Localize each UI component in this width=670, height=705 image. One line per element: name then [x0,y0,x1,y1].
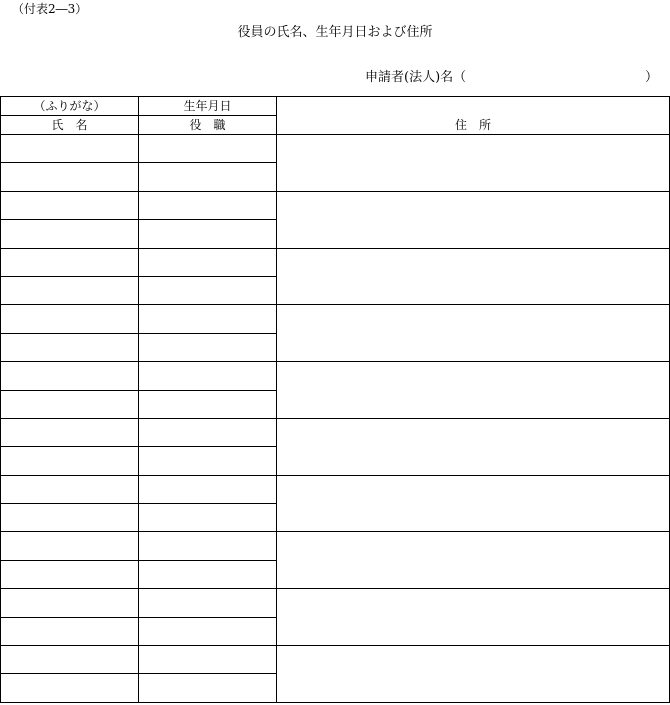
position-cell[interactable] [139,617,277,645]
officer-entry-furigana-row [1,135,670,163]
name-cell[interactable] [1,276,139,304]
officer-entry-furigana-row [1,532,670,560]
officer-entry-furigana-row [1,646,670,674]
officer-entry-furigana-row [1,475,670,503]
position-cell[interactable] [139,560,277,588]
position-cell[interactable] [139,333,277,361]
position-cell[interactable] [139,447,277,475]
address-cell[interactable] [277,248,670,305]
address-cell[interactable] [277,305,670,362]
address-cell[interactable] [277,646,670,703]
officer-table [0,96,670,703]
furigana-cell[interactable] [1,589,139,617]
address-cell[interactable] [277,532,670,589]
name-cell[interactable] [1,333,139,361]
header-birthdate: 生年月日 [139,97,277,116]
furigana-cell[interactable] [1,248,139,276]
furigana-cell[interactable] [1,362,139,390]
officer-entry-furigana-row [1,191,670,219]
birthdate-cell[interactable] [139,191,277,219]
header-position: 役 職 [139,116,277,135]
applicant-close-paren: ） [645,70,659,85]
header-furigana: （ふりがな） [1,97,139,116]
name-cell[interactable] [1,163,139,191]
address-cell[interactable] [277,475,670,532]
birthdate-cell[interactable] [139,248,277,276]
name-cell[interactable] [1,390,139,418]
furigana-cell[interactable] [1,475,139,503]
name-cell[interactable] [1,504,139,532]
address-cell[interactable] [277,418,670,475]
appendix-label: （付表2―3） [12,2,88,16]
document-title: 役員の氏名、生年月日および住所 [237,25,433,40]
birthdate-cell[interactable] [139,305,277,333]
address-cell[interactable] [277,362,670,419]
header-row-top [1,97,670,116]
furigana-cell[interactable] [1,305,139,333]
birthdate-cell[interactable] [139,418,277,446]
birthdate-cell[interactable] [139,589,277,617]
address-cell[interactable] [277,191,670,248]
furigana-cell[interactable] [1,418,139,446]
position-cell[interactable] [139,504,277,532]
officer-entry-furigana-row [1,418,670,446]
furigana-cell[interactable] [1,532,139,560]
position-cell[interactable] [139,390,277,418]
birthdate-cell[interactable] [139,475,277,503]
officer-entry-furigana-row [1,248,670,276]
birthdate-cell[interactable] [139,135,277,163]
position-cell[interactable] [139,220,277,248]
officer-entry-furigana-row [1,305,670,333]
name-cell[interactable] [1,220,139,248]
position-cell[interactable] [139,276,277,304]
position-cell[interactable] [139,674,277,702]
name-cell[interactable] [1,674,139,702]
name-cell[interactable] [1,617,139,645]
officer-entry-furigana-row [1,362,670,390]
name-cell[interactable] [1,447,139,475]
furigana-cell[interactable] [1,135,139,163]
header-address: 住 所 [277,97,670,135]
birthdate-cell[interactable] [139,532,277,560]
header-name: 氏 名 [1,116,139,135]
furigana-cell[interactable] [1,646,139,674]
furigana-cell[interactable] [1,191,139,219]
applicant-label: 申請者(法人)名（ [365,70,467,85]
applicant-name-field [365,66,659,85]
position-cell[interactable] [139,163,277,191]
birthdate-cell[interactable] [139,646,277,674]
birthdate-cell[interactable] [139,362,277,390]
address-cell[interactable] [277,135,670,192]
name-cell[interactable] [1,560,139,588]
address-cell[interactable] [277,589,670,646]
officer-entry-furigana-row [1,589,670,617]
